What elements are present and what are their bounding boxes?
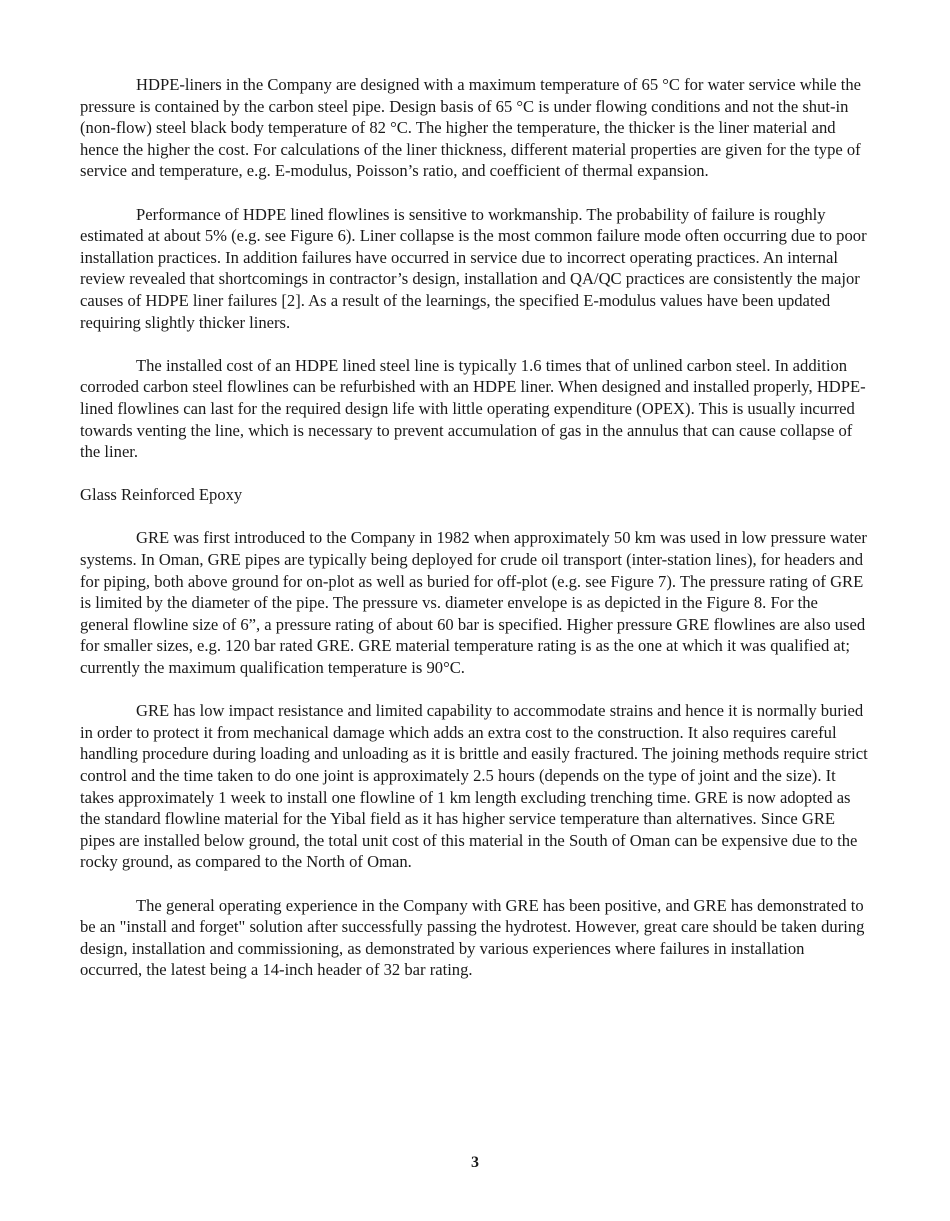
paragraph-gre-introduction: GRE was first introduced to the Company in 1982 when approximately 50 km was used in low pressure water systems. In Oman, GRE pipes are typically being deployed for crude oil transport (inter-station lines), for headers and for piping, both above ground for on-plot as well as buried for off-plot (e.g. see Figure 7). The pressure rating of GRE is limited by the diameter of the pipe. The pressure vs. diameter envelope is as depicted in the Figure 8. For the general flowline size of 6”, a pressure rating of about 60 bar is specified. Higher pressure GRE flowlines are also used for smaller sizes, e.g. 120 bar rated GRE. GRE material temperature rating is as the one at which it was qualified at; currently the maximum qualification temperature is 90°C. [80, 528, 867, 678]
paragraph-gre-operating-experience: The general operating experience in the Company with GRE has been positive, and GRE has demonstrated to be an "install and forget" solution after successfully passing the hydrotest. However, great care should be taken during design, installation and commissioning, as demonstrated by various experiences where failures in installation occurred, the latest being a 14-inch header of 32 bar rating. [80, 895, 865, 980]
paragraph-hdpe-cost: The installed cost of an HDPE lined steel line is typically 1.6 times that of unlined carbon steel. In addition corroded carbon steel flowlines can be refurbished with an HDPE liner. When designed and installed properly, HDPE-lined flowlines can last for the required design life with little operating expenditure (OPEX). This is usually incurred towards venting the line, which is necessary to prevent accumulation of gas in the annulus that can cause collapse of the liner. [80, 355, 866, 462]
document-body [80, 74, 870, 1003]
page-number: 3 [471, 1154, 479, 1171]
paragraph-hdpe-performance: Performance of HDPE lined flowlines is sensitive to workmanship. The probability of failure is roughly estimated at about 5% (e.g. see Figure 6). Liner collapse is the most common failure mode often occurring due to poor installation practices. In addition failures have occurred in service due to incorrect operating practices. An internal review revealed that shortcomings in contractor’s design, installation and QA/QC practices are consistently the major causes of HDPE liner failures [2]. As a result of the learnings, the specified E-modulus values have been updated requiring slightly thicker liners. [80, 204, 867, 332]
section-heading-gre: Glass Reinforced Epoxy [80, 485, 243, 505]
paragraph-hdpe-design-temperature: HDPE-liners in the Company are designed with a maximum temperature of 65 °C for water service while the pressure is contained by the carbon steel pipe. Design basis of 65 °C is under flowing conditions and not the shut-in (non-flow) steel black body temperature of 82 °C. The higher the temperature, the thicker is the liner material and hence the higher the cost. For calculations of the liner thickness, different material properties are given for the type of service and temperature, e.g. E-modulus, Poisson’s ratio, and coefficient of thermal expansion. [80, 75, 862, 181]
paragraph-gre-impact-resistance: GRE has low impact resistance and limited capability to accommodate strains and hence it is normally buried in order to protect it from mechanical damage which adds an extra cost to the construction. It also requires careful handling procedure during loading and unloading as it is brittle and easily fractured. The joining methods require strict control and the time taken to do one joint is approximately 2.5 hours (depends on the type of joint and the size). It takes approximately 1 week to install one flowline of 1 km length excluding trenching time. GRE is now adopted as the standard flowline material for the Yibal field as it has higher service temperature than alternatives. Since GRE pipes are installed below ground, the total unit cost of this material in the South of Oman can be expensive due to the rocky ground, as compared to the North of Oman. [80, 701, 868, 872]
